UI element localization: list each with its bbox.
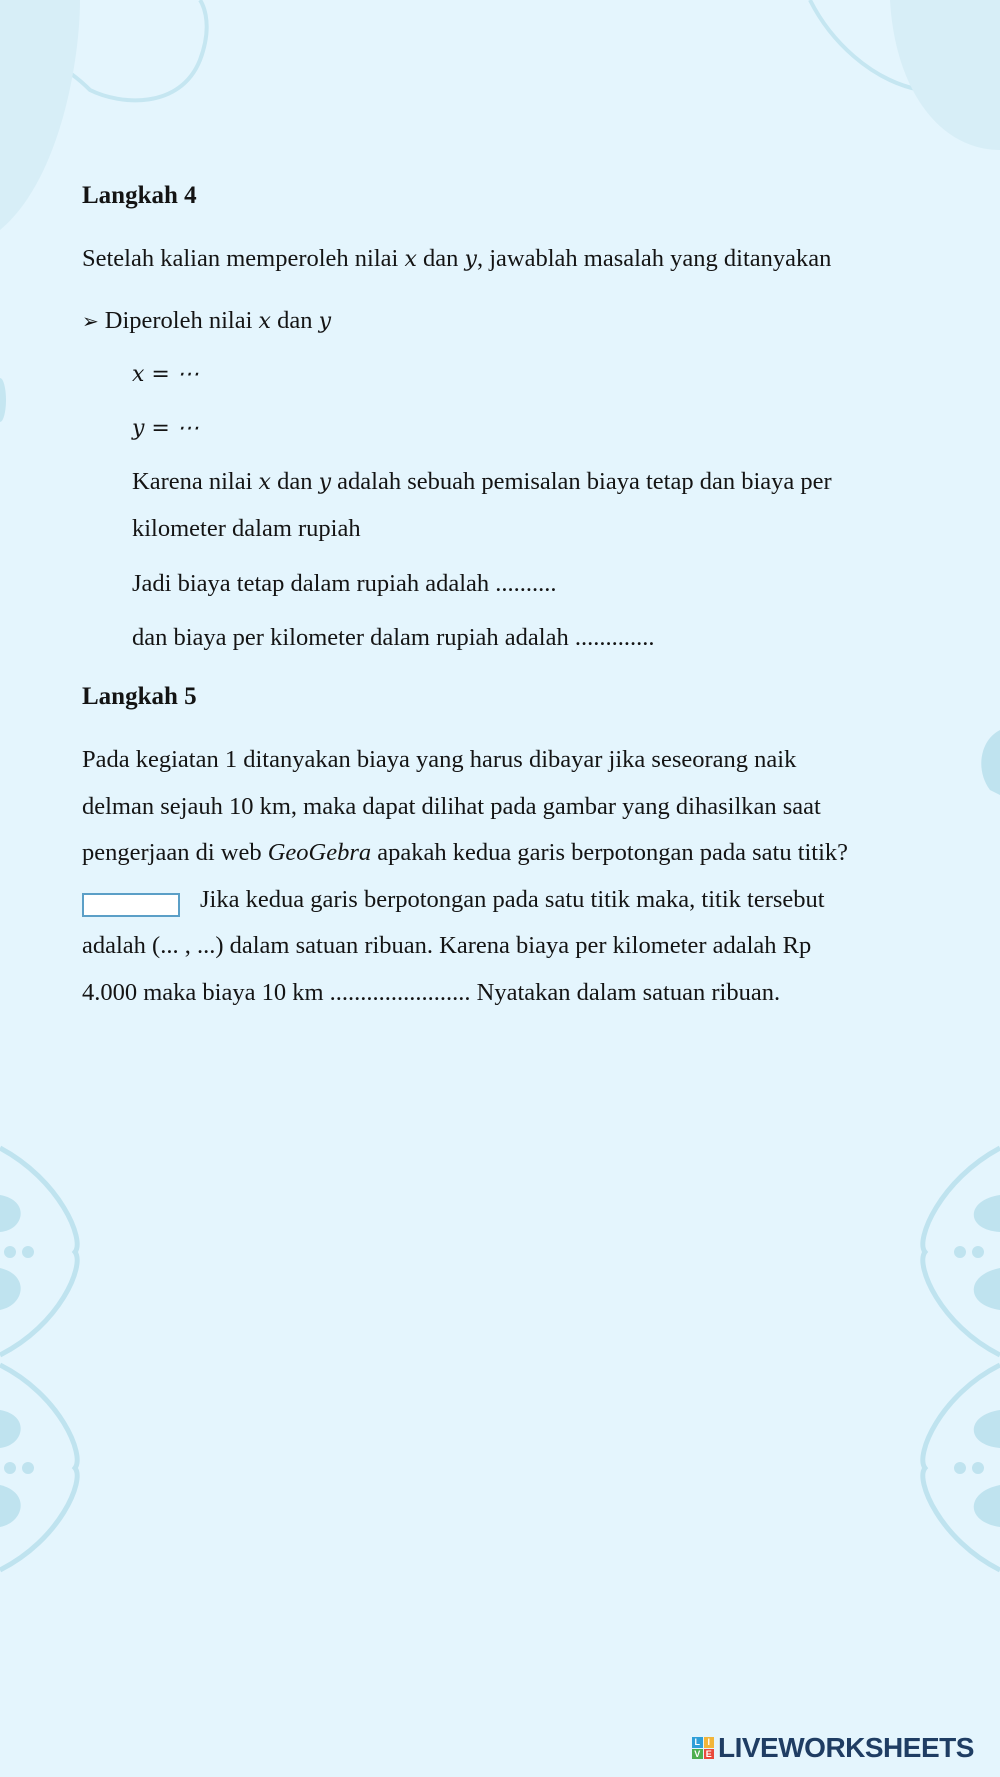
equation-x: x = ⋯ — [132, 362, 199, 387]
liveworksheets-logo — [692, 1733, 974, 1763]
karena-text-3: adalah sebuah pemisalan biaya tetap dan biaya per — [331, 468, 832, 495]
geogebra-text: GeoGebra — [267, 839, 372, 866]
brand-name: LIVEWORKSHEETS — [718, 1732, 974, 1763]
karena-text-1: Karena nilai — [132, 468, 259, 495]
bullet-item — [82, 307, 331, 335]
karena-text-2: dan — [270, 468, 319, 495]
var-x: x — [404, 247, 417, 272]
bullet-text-2: dan — [270, 307, 319, 334]
line-3-text-1: pengerjaan di web — [82, 839, 268, 866]
var-y: y — [464, 247, 477, 272]
langkah-4-intro — [82, 245, 831, 273]
arrow-bullet-icon: ➢ — [82, 309, 99, 333]
karena-line-1 — [132, 468, 832, 496]
logo-mark-letter-v: V — [692, 1749, 703, 1760]
var-y: y — [318, 309, 332, 334]
answer-input[interactable] — [82, 893, 180, 917]
karena-line-2: kilometer dalam rupiah — [132, 515, 361, 542]
dan-line: dan biaya per kilometer dalam rupiah adalah ............. — [132, 624, 655, 651]
intro-text-3: , jawablah masalah yang ditanyakan — [476, 245, 832, 272]
langkah-5-line-6: 4.000 maka biaya 10 km ....................... Nyatakan dalam satuan ribuan. — [82, 979, 781, 1006]
langkah-5-line-3 — [82, 839, 848, 867]
langkah-4-heading: Langkah 4 — [82, 182, 197, 209]
var-y: y — [318, 470, 332, 495]
logo-mark-letter-e: E — [704, 1749, 715, 1760]
langkah-5-line-4: Jika kedua garis berpotongan pada satu titik maka, titik tersebut — [200, 886, 825, 913]
var-x: x — [258, 470, 271, 495]
langkah-5-line-1: Pada kegiatan 1 ditanyakan biaya yang harus dibayar jika seseorang naik — [82, 746, 797, 773]
line-3-text-2: apakah kedua garis berpotongan pada satu titik? — [371, 839, 849, 866]
langkah-5-line-2: delman sejauh 10 km, maka dapat dilihat pada gambar yang dihasilkan saat — [82, 793, 821, 820]
bullet-text-1: Diperoleh nilai — [104, 307, 259, 334]
intro-text-1: Setelah kalian memperoleh nilai — [82, 245, 405, 272]
intro-text-2: dan — [416, 245, 465, 272]
equation-y: y = ⋯ — [132, 416, 199, 441]
logo-mark-letter-l: L — [692, 1737, 703, 1748]
jadi-line: Jadi biaya tetap dalam rupiah adalah .......... — [132, 570, 557, 597]
logo-mark-letter-i: I — [704, 1737, 715, 1748]
langkah-5-heading: Langkah 5 — [82, 683, 197, 710]
logo-mark-icon — [692, 1737, 714, 1759]
langkah-5-line-5: adalah (... , ...) dalam satuan ribuan. Karena biaya per kilometer adalah Rp — [82, 932, 812, 959]
var-x: x — [258, 309, 271, 334]
